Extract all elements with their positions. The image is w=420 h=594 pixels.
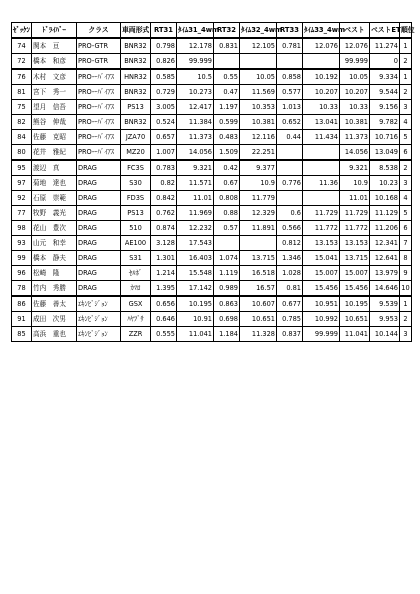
rt33-cell [277, 54, 303, 70]
rank-cell: 3 [400, 327, 412, 342]
rt31-cell: 0.798 [151, 38, 177, 54]
rank-cell: 6 [400, 145, 412, 161]
class-cell: PRO-ｰﾊﾞｲｱｽ [77, 85, 121, 100]
time31-cell: 16.403 [177, 251, 214, 266]
car-model-cell: ｾﾙﾎﾞ [121, 266, 151, 281]
rt31-cell: 1.214 [151, 266, 177, 281]
rt31-cell: 0.783 [151, 160, 177, 176]
best-et-cell: 14.646 [370, 281, 400, 297]
bib-number-cell: 84 [12, 130, 32, 145]
rank-cell: 1 [400, 296, 412, 312]
rank-cell: 7 [400, 236, 412, 251]
table-row [12, 176, 412, 191]
time33-cell: 11.772 [303, 221, 340, 236]
header-rt33: RT33 [277, 23, 303, 39]
table-row [12, 236, 412, 251]
time33-cell: 13.041 [303, 115, 340, 130]
rt31-cell: 3.005 [151, 100, 177, 115]
car-model-cell: ｶﾏﾛ [121, 281, 151, 297]
class-cell: PRO-ｰﾊﾞｲｱｽ [77, 69, 121, 85]
car-model-cell: BNR32 [121, 38, 151, 54]
driver-name-cell: 花井 雅紀 [32, 145, 77, 161]
best-et-cell: 13.979 [370, 266, 400, 281]
car-model-cell: BNR32 [121, 115, 151, 130]
time32-cell: 10.05 [240, 69, 277, 85]
time32-cell: 12.116 [240, 130, 277, 145]
table-body [12, 38, 412, 342]
rank-cell: 2 [400, 85, 412, 100]
driver-name-cell: 宮下 秀一 [32, 85, 77, 100]
time33-cell: 10.951 [303, 296, 340, 312]
best-time-cell: 10.207 [340, 85, 370, 100]
table-row [12, 100, 412, 115]
time32-cell: 11.891 [240, 221, 277, 236]
best-time-cell: 12.076 [340, 38, 370, 54]
table-row [12, 312, 412, 327]
driver-name-cell: 成田 次男 [32, 312, 77, 327]
car-model-cell: HNR32 [121, 69, 151, 85]
header-car-model: 車両形式 [121, 23, 151, 39]
rt31-cell: 3.128 [151, 236, 177, 251]
time33-cell: 15.041 [303, 251, 340, 266]
rt32-cell: 0.863 [214, 296, 240, 312]
time32-cell: 10.353 [240, 100, 277, 115]
rank-cell: 3 [400, 176, 412, 191]
best-et-cell: 9.156 [370, 100, 400, 115]
time32-cell: 13.715 [240, 251, 277, 266]
bib-number-cell: 77 [12, 206, 32, 221]
time33-cell: 10.207 [303, 85, 340, 100]
time33-cell: 10.992 [303, 312, 340, 327]
time32-cell: 16.57 [240, 281, 277, 297]
car-model-cell: ﾊﾔﾌﾞｻ [121, 312, 151, 327]
time32-cell: 22.251 [240, 145, 277, 161]
rt32-cell: 0.599 [214, 115, 240, 130]
rank-cell: 5 [400, 130, 412, 145]
driver-name-cell: 菊地 達也 [32, 176, 77, 191]
driver-name-cell: 牧野 義光 [32, 206, 77, 221]
rank-cell: 4 [400, 191, 412, 206]
rt32-cell: 0.831 [214, 38, 240, 54]
time33-cell: 13.153 [303, 236, 340, 251]
table-row [12, 38, 412, 54]
rank-cell: 2 [400, 312, 412, 327]
rt33-cell: 1.028 [277, 266, 303, 281]
class-cell: DRAG [77, 221, 121, 236]
car-model-cell: PS13 [121, 206, 151, 221]
best-et-cell: 10.168 [370, 191, 400, 206]
class-cell: DRAG [77, 206, 121, 221]
time32-cell: 9.377 [240, 160, 277, 176]
car-model-cell: 510 [121, 221, 151, 236]
time33-cell: 15.456 [303, 281, 340, 297]
driver-name-cell: 橋本 静夫 [32, 251, 77, 266]
car-model-cell: GSX [121, 296, 151, 312]
rt33-cell: 0.81 [277, 281, 303, 297]
driver-name-cell: 渡辺 真 [32, 160, 77, 176]
rt33-cell: 0.652 [277, 115, 303, 130]
bib-number-cell: 95 [12, 160, 32, 176]
driver-name-cell: 佐藤 克昭 [32, 130, 77, 145]
bib-number-cell: 76 [12, 69, 32, 85]
time31-cell: 11.384 [177, 115, 214, 130]
time31-cell: 11.041 [177, 327, 214, 342]
table-row [12, 115, 412, 130]
best-et-cell: 10.716 [370, 130, 400, 145]
class-cell: ｴｷﾝﾋﾞｼﾞｮﾝ [77, 327, 121, 342]
time31-cell: 12.232 [177, 221, 214, 236]
results-table [11, 22, 415, 342]
table-row [12, 296, 412, 312]
time32-cell [240, 54, 277, 70]
time31-cell: 17.142 [177, 281, 214, 297]
header-class: クラス [77, 23, 121, 39]
car-model-cell: FC3S [121, 160, 151, 176]
time32-cell: 11.569 [240, 85, 277, 100]
bib-number-cell: 99 [12, 251, 32, 266]
rt32-cell: 0.483 [214, 130, 240, 145]
best-et-cell: 13.049 [370, 145, 400, 161]
best-et-cell: 9.953 [370, 312, 400, 327]
class-cell: ｴｷﾝﾋﾞｼﾞｮﾝ [77, 296, 121, 312]
rt33-cell [277, 145, 303, 161]
driver-name-cell: 関本 亘 [32, 38, 77, 54]
best-time-cell: 10.05 [340, 69, 370, 85]
driver-name-cell: 竹内 秀勝 [32, 281, 77, 297]
best-et-cell: 11.206 [370, 221, 400, 236]
bib-number-cell: 85 [12, 327, 32, 342]
driver-name-cell: 木村 文彦 [32, 69, 77, 85]
rt31-cell: 0.555 [151, 327, 177, 342]
rank-cell: 1 [400, 38, 412, 54]
car-model-cell: FD3S [121, 191, 151, 206]
driver-name-cell: 望月 信吾 [32, 100, 77, 115]
bib-number-cell: 92 [12, 191, 32, 206]
rt31-cell: 0.585 [151, 69, 177, 85]
table-row [12, 69, 412, 85]
rt33-cell [277, 191, 303, 206]
class-cell: ｴｷﾝﾋﾞｼﾞｮﾝ [77, 312, 121, 327]
car-model-cell: BNR32 [121, 85, 151, 100]
class-cell: PRO-GTR [77, 38, 121, 54]
rt31-cell: 0.729 [151, 85, 177, 100]
rt31-cell: 0.826 [151, 54, 177, 70]
bib-number-cell: 78 [12, 281, 32, 297]
rank-cell: 5 [400, 206, 412, 221]
time31-cell: 15.548 [177, 266, 214, 281]
rank-cell: 4 [400, 115, 412, 130]
rt32-cell: 0.989 [214, 281, 240, 297]
time31-cell: 14.056 [177, 145, 214, 161]
time33-cell: 10.192 [303, 69, 340, 85]
best-time-cell: 99.999 [340, 54, 370, 70]
best-time-cell: 13.153 [340, 236, 370, 251]
rt32-cell: 1.509 [214, 145, 240, 161]
best-time-cell: 11.772 [340, 221, 370, 236]
table-row [12, 145, 412, 161]
class-cell: DRAG [77, 160, 121, 176]
rt32-cell: 0.42 [214, 160, 240, 176]
best-et-cell: 9.539 [370, 296, 400, 312]
rt32-cell: 0.57 [214, 221, 240, 236]
time33-cell: 11.434 [303, 130, 340, 145]
class-cell: DRAG [77, 251, 121, 266]
header-rank: 順位 [400, 23, 412, 39]
rt33-cell: 0.577 [277, 85, 303, 100]
rt32-cell: 1.119 [214, 266, 240, 281]
rt32-cell: 1.074 [214, 251, 240, 266]
class-cell: DRAG [77, 176, 121, 191]
rt31-cell: 0.874 [151, 221, 177, 236]
time33-cell [303, 145, 340, 161]
rt32-cell [214, 236, 240, 251]
best-time-cell: 11.373 [340, 130, 370, 145]
rt31-cell: 0.657 [151, 130, 177, 145]
time31-cell: 17.543 [177, 236, 214, 251]
rank-cell: 2 [400, 54, 412, 70]
bib-number-cell: 93 [12, 236, 32, 251]
time33-cell: 11.729 [303, 206, 340, 221]
class-cell: DRAG [77, 266, 121, 281]
class-cell: DRAG [77, 236, 121, 251]
header-rt31: RT31 [151, 23, 177, 39]
time32-cell: 11.328 [240, 327, 277, 342]
table-row [12, 251, 412, 266]
best-time-cell: 11.01 [340, 191, 370, 206]
table-row [12, 191, 412, 206]
driver-name-cell: 佐藤 善太 [32, 296, 77, 312]
rt32-cell: 0.55 [214, 69, 240, 85]
time32-cell: 11.779 [240, 191, 277, 206]
rt33-cell: 0.776 [277, 176, 303, 191]
best-time-cell: 9.321 [340, 160, 370, 176]
time31-cell: 11.571 [177, 176, 214, 191]
bib-number-cell: 82 [12, 115, 32, 130]
table-row [12, 281, 412, 297]
driver-name-cell: 花山 豊次 [32, 221, 77, 236]
rt31-cell: 0.646 [151, 312, 177, 327]
table-row [12, 160, 412, 176]
best-time-cell: 14.056 [340, 145, 370, 161]
bib-number-cell: 97 [12, 176, 32, 191]
rt31-cell: 0.762 [151, 206, 177, 221]
rank-cell: 2 [400, 160, 412, 176]
rt33-cell: 0.566 [277, 221, 303, 236]
best-time-cell: 10.33 [340, 100, 370, 115]
header-driver: ﾄﾞﾗｲﾊﾞｰ [32, 23, 77, 39]
bib-number-cell: 72 [12, 54, 32, 70]
car-model-cell: AE100 [121, 236, 151, 251]
time31-cell: 11.373 [177, 130, 214, 145]
time32-cell [240, 236, 277, 251]
rt33-cell: 1.013 [277, 100, 303, 115]
rt31-cell: 0.82 [151, 176, 177, 191]
best-et-cell: 12.341 [370, 236, 400, 251]
best-time-cell: 11.041 [340, 327, 370, 342]
car-model-cell: BNR32 [121, 54, 151, 70]
rt33-cell: 0.858 [277, 69, 303, 85]
header-time32: ﾀｲﾑ32_4wm [240, 23, 277, 39]
time31-cell: 10.195 [177, 296, 214, 312]
rank-cell: 10 [400, 281, 412, 297]
best-et-cell: 11.274 [370, 38, 400, 54]
time33-cell [303, 191, 340, 206]
rt31-cell: 1.301 [151, 251, 177, 266]
bib-number-cell: 80 [12, 145, 32, 161]
rt31-cell: 0.656 [151, 296, 177, 312]
driver-name-cell: 高浜 重也 [32, 327, 77, 342]
best-time-cell: 11.729 [340, 206, 370, 221]
header-bib: ｾﾞｯｹﾝ [12, 23, 32, 39]
best-et-cell: 8.538 [370, 160, 400, 176]
best-et-cell: 12.641 [370, 251, 400, 266]
time31-cell: 10.91 [177, 312, 214, 327]
car-model-cell: JZA70 [121, 130, 151, 145]
bib-number-cell: 91 [12, 312, 32, 327]
bib-number-cell: 96 [12, 266, 32, 281]
rt33-cell: 0.677 [277, 296, 303, 312]
bib-number-cell: 98 [12, 221, 32, 236]
rt32-cell [214, 54, 240, 70]
car-model-cell: S30 [121, 176, 151, 191]
car-model-cell: S31 [121, 251, 151, 266]
best-time-cell: 10.651 [340, 312, 370, 327]
class-cell: PRO-ｰﾊﾞｲｱｽ [77, 145, 121, 161]
time32-cell: 10.381 [240, 115, 277, 130]
class-cell: PRO-ｰﾊﾞｲｱｽ [77, 115, 121, 130]
header-rt32: RT32 [214, 23, 240, 39]
best-et-cell: 10.144 [370, 327, 400, 342]
table-row [12, 130, 412, 145]
driver-name-cell: 松崎 隆 [32, 266, 77, 281]
rank-cell: 9 [400, 266, 412, 281]
time32-cell: 10.651 [240, 312, 277, 327]
car-model-cell: MZ20 [121, 145, 151, 161]
time33-cell: 15.007 [303, 266, 340, 281]
best-et-cell: 10.23 [370, 176, 400, 191]
rt32-cell: 0.67 [214, 176, 240, 191]
time31-cell: 10.5 [177, 69, 214, 85]
rt33-cell: 1.346 [277, 251, 303, 266]
rt32-cell: 1.184 [214, 327, 240, 342]
rt32-cell: 1.197 [214, 100, 240, 115]
time33-cell [303, 160, 340, 176]
best-time-cell: 15.007 [340, 266, 370, 281]
car-model-cell: PS13 [121, 100, 151, 115]
rt33-cell: 0.781 [277, 38, 303, 54]
bib-number-cell: 74 [12, 38, 32, 54]
car-model-cell: ZZR [121, 327, 151, 342]
time33-cell: 99.999 [303, 327, 340, 342]
header-best-et: ベストET [370, 23, 400, 39]
time33-cell [303, 54, 340, 70]
results-sheet [11, 22, 415, 342]
rt33-cell: 0.6 [277, 206, 303, 221]
table-row [12, 221, 412, 236]
best-et-cell: 0 [370, 54, 400, 70]
header-best: ベスト [340, 23, 370, 39]
rt33-cell: 0.812 [277, 236, 303, 251]
time33-cell: 10.33 [303, 100, 340, 115]
best-et-cell: 9.544 [370, 85, 400, 100]
best-et-cell: 9.334 [370, 69, 400, 85]
time31-cell: 11.01 [177, 191, 214, 206]
class-cell: PRO-GTR [77, 54, 121, 70]
best-time-cell: 10.381 [340, 115, 370, 130]
rt33-cell [277, 160, 303, 176]
time32-cell: 16.518 [240, 266, 277, 281]
driver-name-cell: 山元 和幸 [32, 236, 77, 251]
rt32-cell: 0.88 [214, 206, 240, 221]
rank-cell: 8 [400, 251, 412, 266]
time32-cell: 12.105 [240, 38, 277, 54]
table-row [12, 54, 412, 70]
header-time33: ﾀｲﾑ33_4wm [303, 23, 340, 39]
time32-cell: 10.9 [240, 176, 277, 191]
best-et-cell: 11.129 [370, 206, 400, 221]
header-row [12, 23, 412, 39]
rt33-cell: 0.785 [277, 312, 303, 327]
rt31-cell: 0.524 [151, 115, 177, 130]
best-time-cell: 10.195 [340, 296, 370, 312]
header-time31: ﾀｲﾑ31_4wm [177, 23, 214, 39]
rt32-cell: 0.47 [214, 85, 240, 100]
bib-number-cell: 86 [12, 296, 32, 312]
rt31-cell: 1.007 [151, 145, 177, 161]
rank-cell: 3 [400, 100, 412, 115]
driver-name-cell: 石原 崇範 [32, 191, 77, 206]
driver-name-cell: 橋本 和彦 [32, 54, 77, 70]
rt32-cell: 0.698 [214, 312, 240, 327]
time31-cell: 9.321 [177, 160, 214, 176]
best-time-cell: 13.715 [340, 251, 370, 266]
best-et-cell: 9.782 [370, 115, 400, 130]
time31-cell: 99.999 [177, 54, 214, 70]
bib-number-cell: 75 [12, 100, 32, 115]
time31-cell: 10.273 [177, 85, 214, 100]
class-cell: PRO-ｰﾊﾞｲｱｽ [77, 130, 121, 145]
driver-name-cell: 熊谷 伸哉 [32, 115, 77, 130]
time33-cell: 12.076 [303, 38, 340, 54]
table-row [12, 206, 412, 221]
time31-cell: 11.969 [177, 206, 214, 221]
class-cell: PRO-ｰﾊﾞｲｱｽ [77, 100, 121, 115]
class-cell: DRAG [77, 281, 121, 297]
rank-cell: 1 [400, 69, 412, 85]
rt33-cell: 0.44 [277, 130, 303, 145]
rt32-cell: 0.808 [214, 191, 240, 206]
rt31-cell: 0.842 [151, 191, 177, 206]
table-row [12, 327, 412, 342]
rt33-cell: 0.837 [277, 327, 303, 342]
best-time-cell: 15.456 [340, 281, 370, 297]
rt31-cell: 1.395 [151, 281, 177, 297]
rank-cell: 6 [400, 221, 412, 236]
class-cell: DRAG [77, 191, 121, 206]
time31-cell: 12.178 [177, 38, 214, 54]
bib-number-cell: 81 [12, 85, 32, 100]
best-time-cell: 10.9 [340, 176, 370, 191]
time32-cell: 10.607 [240, 296, 277, 312]
table-row [12, 266, 412, 281]
table-row [12, 85, 412, 100]
time33-cell: 11.36 [303, 176, 340, 191]
time31-cell: 12.417 [177, 100, 214, 115]
time32-cell: 12.329 [240, 206, 277, 221]
